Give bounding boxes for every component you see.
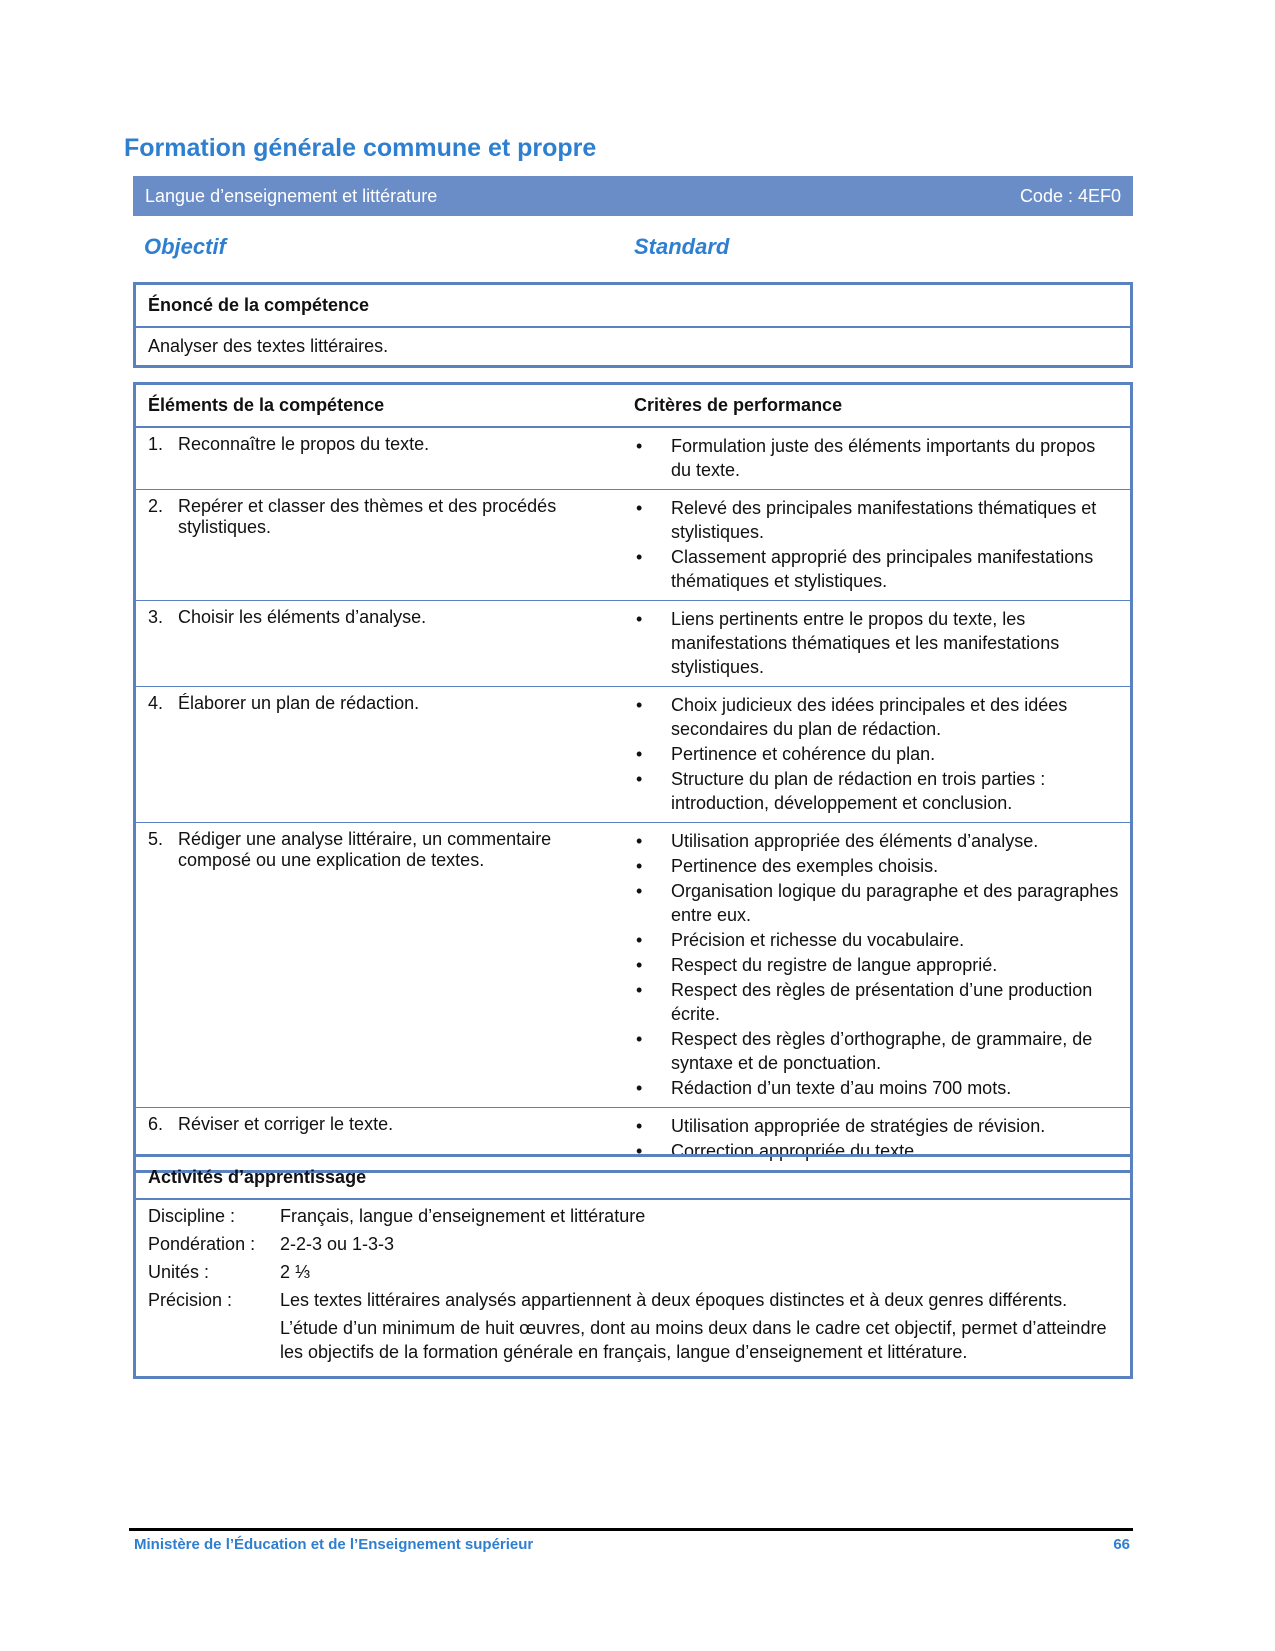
element-text: Repérer et classer des thèmes et des procédés stylistiques. bbox=[178, 496, 557, 537]
element-cell bbox=[136, 601, 634, 686]
criterion-text: Correction appropriée du texte. bbox=[671, 1141, 920, 1161]
page-number: 66 bbox=[1113, 1536, 1130, 1553]
activities-meta bbox=[136, 1200, 1130, 1376]
criterion-text: Structure du plan de rédaction en trois parties : introduction, développement et conclusion. bbox=[671, 769, 1046, 813]
criteria-cell bbox=[634, 601, 1130, 686]
element-number: 6. bbox=[148, 1114, 164, 1134]
criterion bbox=[634, 953, 1120, 977]
unites-row bbox=[148, 1260, 1118, 1284]
course-code: Code : 4EF0 bbox=[1019, 185, 1121, 206]
criterion bbox=[634, 854, 1120, 878]
footer-rule bbox=[129, 1528, 1133, 1531]
element-text: Élaborer un plan de rédaction. bbox=[178, 693, 420, 713]
element-cell bbox=[136, 428, 634, 489]
criterion-text: Organisation logique du paragraphe et des paragraphes entre eux. bbox=[671, 881, 1119, 925]
discipline-label: Discipline : bbox=[148, 1206, 236, 1226]
criterion-text: Respect des règles d’orthographe, de grammaire, de syntaxe et de ponctuation. bbox=[671, 1029, 1093, 1073]
bullet-icon: • bbox=[636, 1141, 643, 1161]
element-cell bbox=[136, 490, 634, 600]
page-title: Formation générale commune et propre bbox=[124, 134, 597, 162]
element-row bbox=[136, 687, 1130, 823]
precision-paragraph: Les textes littéraires analysés appartiennent à deux époques distinctes et à deux genres différents. bbox=[280, 1290, 1068, 1310]
bullet-icon: • bbox=[636, 609, 643, 629]
elements-header bbox=[136, 385, 1130, 428]
element-row bbox=[136, 823, 1130, 1108]
element-number: 4. bbox=[148, 693, 164, 713]
element-text: Rédiger une analyse littéraire, un commentaire composé ou une explication de textes. bbox=[178, 829, 552, 870]
element-number: 2. bbox=[148, 496, 164, 516]
criterion bbox=[634, 434, 1120, 482]
precision-row bbox=[148, 1288, 1118, 1368]
element-text: Réviser et corriger le texte. bbox=[178, 1114, 394, 1134]
criterion bbox=[634, 879, 1120, 927]
element-number: 1. bbox=[148, 434, 164, 454]
criterion-text: Utilisation appropriée des éléments d’analyse. bbox=[671, 831, 1039, 851]
bullet-icon: • bbox=[636, 1078, 643, 1098]
element-cell bbox=[136, 823, 634, 1107]
element-text: Reconnaître le propos du texte. bbox=[178, 434, 430, 454]
element-number: 3. bbox=[148, 607, 164, 627]
elements-header-left: Éléments de la compétence bbox=[148, 395, 385, 415]
ponderation-row bbox=[148, 1232, 1118, 1256]
bullet-icon: • bbox=[636, 547, 643, 567]
ponderation-label: Pondération : bbox=[148, 1234, 256, 1254]
criterion-text: Rédaction d’un texte d’au moins 700 mots. bbox=[671, 1078, 1012, 1098]
bullet-icon: • bbox=[636, 955, 643, 975]
element-row bbox=[136, 428, 1130, 490]
criterion-text: Liens pertinents entre le propos du texte, les manifestations thématiques et les manifestations stylistiques. bbox=[671, 609, 1060, 677]
criterion bbox=[634, 496, 1120, 544]
element-number: 5. bbox=[148, 829, 164, 849]
footer-ministry: Ministère de l’Éducation et de l’Enseignement supérieur bbox=[134, 1536, 534, 1553]
activities-box bbox=[133, 1154, 1133, 1379]
bullet-icon: • bbox=[636, 436, 643, 456]
precision-paragraph: L’étude d’un minimum de huit œuvres, dont au moins deux dans le cadre cet objectif, permet d’atteindre les objectifs de la formation générale en français, langue d’enseignement et littérature. bbox=[280, 1318, 1107, 1362]
bullet-icon: • bbox=[636, 769, 643, 789]
criterion bbox=[634, 607, 1120, 679]
enonce-header: Énoncé de la compétence bbox=[136, 285, 1130, 328]
bullet-icon: • bbox=[636, 856, 643, 876]
enonce-text: Analyser des textes littéraires. bbox=[148, 336, 389, 356]
unites-value: 2 ⅓ bbox=[280, 1262, 311, 1282]
criterion-text: Respect du registre de langue approprié. bbox=[671, 955, 998, 975]
criteria-cell bbox=[634, 687, 1130, 822]
bullet-icon: • bbox=[636, 498, 643, 518]
bullet-icon: • bbox=[636, 831, 643, 851]
ponderation-value: 2-2-3 ou 1-3-3 bbox=[280, 1234, 395, 1254]
precision-value bbox=[280, 1288, 1118, 1368]
criterion-text: Choix judicieux des idées principales et des idées secondaires du plan de rédaction. bbox=[671, 695, 1068, 739]
unites-label: Unités : bbox=[148, 1262, 210, 1282]
criterion-text: Pertinence des exemples choisis. bbox=[671, 856, 939, 876]
criterion-text: Classement approprié des principales manifestations thématiques et stylistiques. bbox=[671, 547, 1094, 591]
course-bar bbox=[133, 176, 1133, 216]
criterion-text: Précision et richesse du vocabulaire. bbox=[671, 930, 965, 950]
element-row bbox=[136, 490, 1130, 601]
bullet-icon: • bbox=[636, 1029, 643, 1049]
bullet-icon: • bbox=[636, 1116, 643, 1136]
enonce-box bbox=[133, 282, 1133, 368]
element-text: Choisir les éléments d’analyse. bbox=[178, 607, 427, 627]
criterion bbox=[634, 742, 1120, 766]
discipline-value: Français, langue d’enseignement et littérature bbox=[280, 1206, 646, 1226]
precision-label: Précision : bbox=[148, 1290, 233, 1310]
criterion bbox=[634, 693, 1120, 741]
criterion-text: Relevé des principales manifestations thématiques et stylistiques. bbox=[671, 498, 1097, 542]
bullet-icon: • bbox=[636, 980, 643, 1000]
criterion-text: Utilisation appropriée de stratégies de révision. bbox=[671, 1116, 1046, 1136]
criterion-text: Formulation juste des éléments importants du propos du texte. bbox=[671, 436, 1096, 480]
criterion bbox=[634, 1114, 1120, 1138]
criterion-text: Pertinence et cohérence du plan. bbox=[671, 744, 936, 764]
discipline-row bbox=[148, 1204, 1118, 1228]
criteria-cell bbox=[634, 490, 1130, 600]
bullet-icon: • bbox=[636, 744, 643, 764]
criterion bbox=[634, 1076, 1120, 1100]
elements-box bbox=[133, 382, 1133, 1173]
elements-header-right: Critères de performance bbox=[634, 395, 843, 415]
standard-label: Standard bbox=[634, 234, 730, 259]
activities-header: Activités d’apprentissage bbox=[136, 1157, 1130, 1200]
criterion bbox=[634, 767, 1120, 815]
element-cell bbox=[136, 687, 634, 822]
criteria-cell bbox=[634, 823, 1130, 1107]
bullet-icon: • bbox=[636, 881, 643, 901]
criterion bbox=[634, 978, 1120, 1026]
criterion bbox=[634, 1027, 1120, 1075]
criterion bbox=[634, 545, 1120, 593]
footer bbox=[134, 1536, 1130, 1553]
bullet-icon: • bbox=[636, 930, 643, 950]
criterion bbox=[634, 928, 1120, 952]
bullet-icon: • bbox=[636, 695, 643, 715]
criteria-cell bbox=[634, 428, 1130, 489]
objective-label: Objectif bbox=[144, 234, 226, 259]
course-name: Langue d’enseignement et littérature bbox=[145, 185, 438, 206]
criterion bbox=[634, 829, 1120, 853]
criterion-text: Respect des règles de présentation d’une production écrite. bbox=[671, 980, 1093, 1024]
elements-rows bbox=[136, 428, 1130, 1170]
element-row bbox=[136, 601, 1130, 687]
